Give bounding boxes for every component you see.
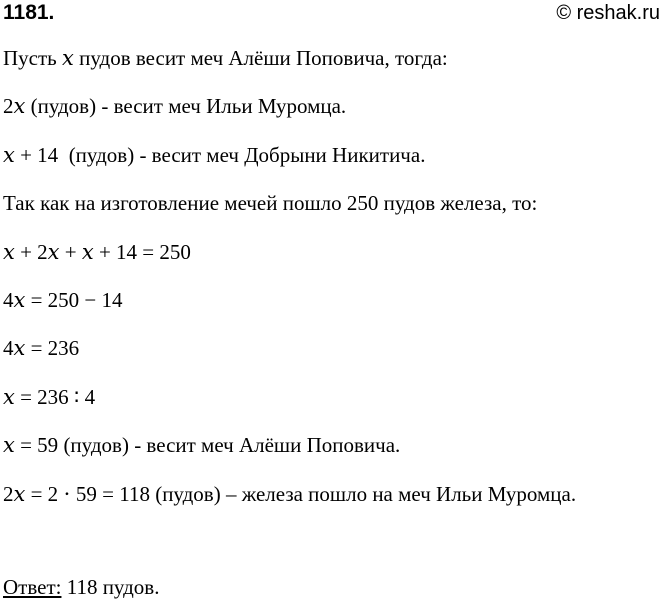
- line-9-math: 𝑥 = 59: [3, 433, 59, 457]
- line-1-post: пудов весит меч Алёши Поповича, тогда:: [73, 46, 448, 70]
- answer-label: Ответ:: [3, 575, 62, 599]
- line-1-pre: Пусть: [3, 46, 62, 70]
- line-7-math: 4𝑥 = 236: [3, 336, 80, 360]
- solution-line-4: [3, 189, 537, 217]
- line-9-text: (пудов) - весит меч Алёши Поповича.: [58, 433, 401, 457]
- solution-line-10: [3, 480, 576, 508]
- line-6-math: 4𝑥 = 250 − 14: [3, 288, 123, 312]
- solution-line-6: [3, 286, 123, 314]
- problem-number: 1181.: [3, 1, 55, 24]
- solution-line-1: [3, 44, 448, 72]
- line-4-text: Так как на изготовление мечей пошло 250 пудов железа, то:: [3, 191, 538, 215]
- solution-line-8: [3, 383, 95, 411]
- solution-line-9: [3, 431, 400, 459]
- line-2-math: 2𝑥: [3, 94, 26, 118]
- solution-line-2: [3, 92, 346, 120]
- line-1-var: 𝑥: [62, 46, 74, 70]
- line-3-math: 𝑥 + 14: [3, 143, 59, 167]
- line-5-math: 𝑥 + 2𝑥 + 𝑥 + 14 = 250: [3, 240, 191, 264]
- solution-line-3: [3, 141, 425, 169]
- answer-value: 118 пудов.: [61, 575, 160, 599]
- line-8-math: 𝑥 = 236 ∶ 4: [3, 385, 96, 409]
- watermark: © reshak.ru: [556, 2, 660, 24]
- line-3-text: (пудов) - весит меч Добрыни Никитича.: [58, 143, 426, 167]
- line-10-text: (пудов) – железа пошло на меч Ильи Муромца.: [149, 482, 577, 506]
- solution-line-7: [3, 334, 79, 362]
- solution-line-5: [3, 238, 191, 266]
- line-2-text: (пудов) - весит меч Ильи Муромца.: [25, 94, 347, 118]
- answer-line: [3, 573, 159, 601]
- line-10-math: 2𝑥 = 2 ⋅ 59 = 118: [3, 482, 150, 506]
